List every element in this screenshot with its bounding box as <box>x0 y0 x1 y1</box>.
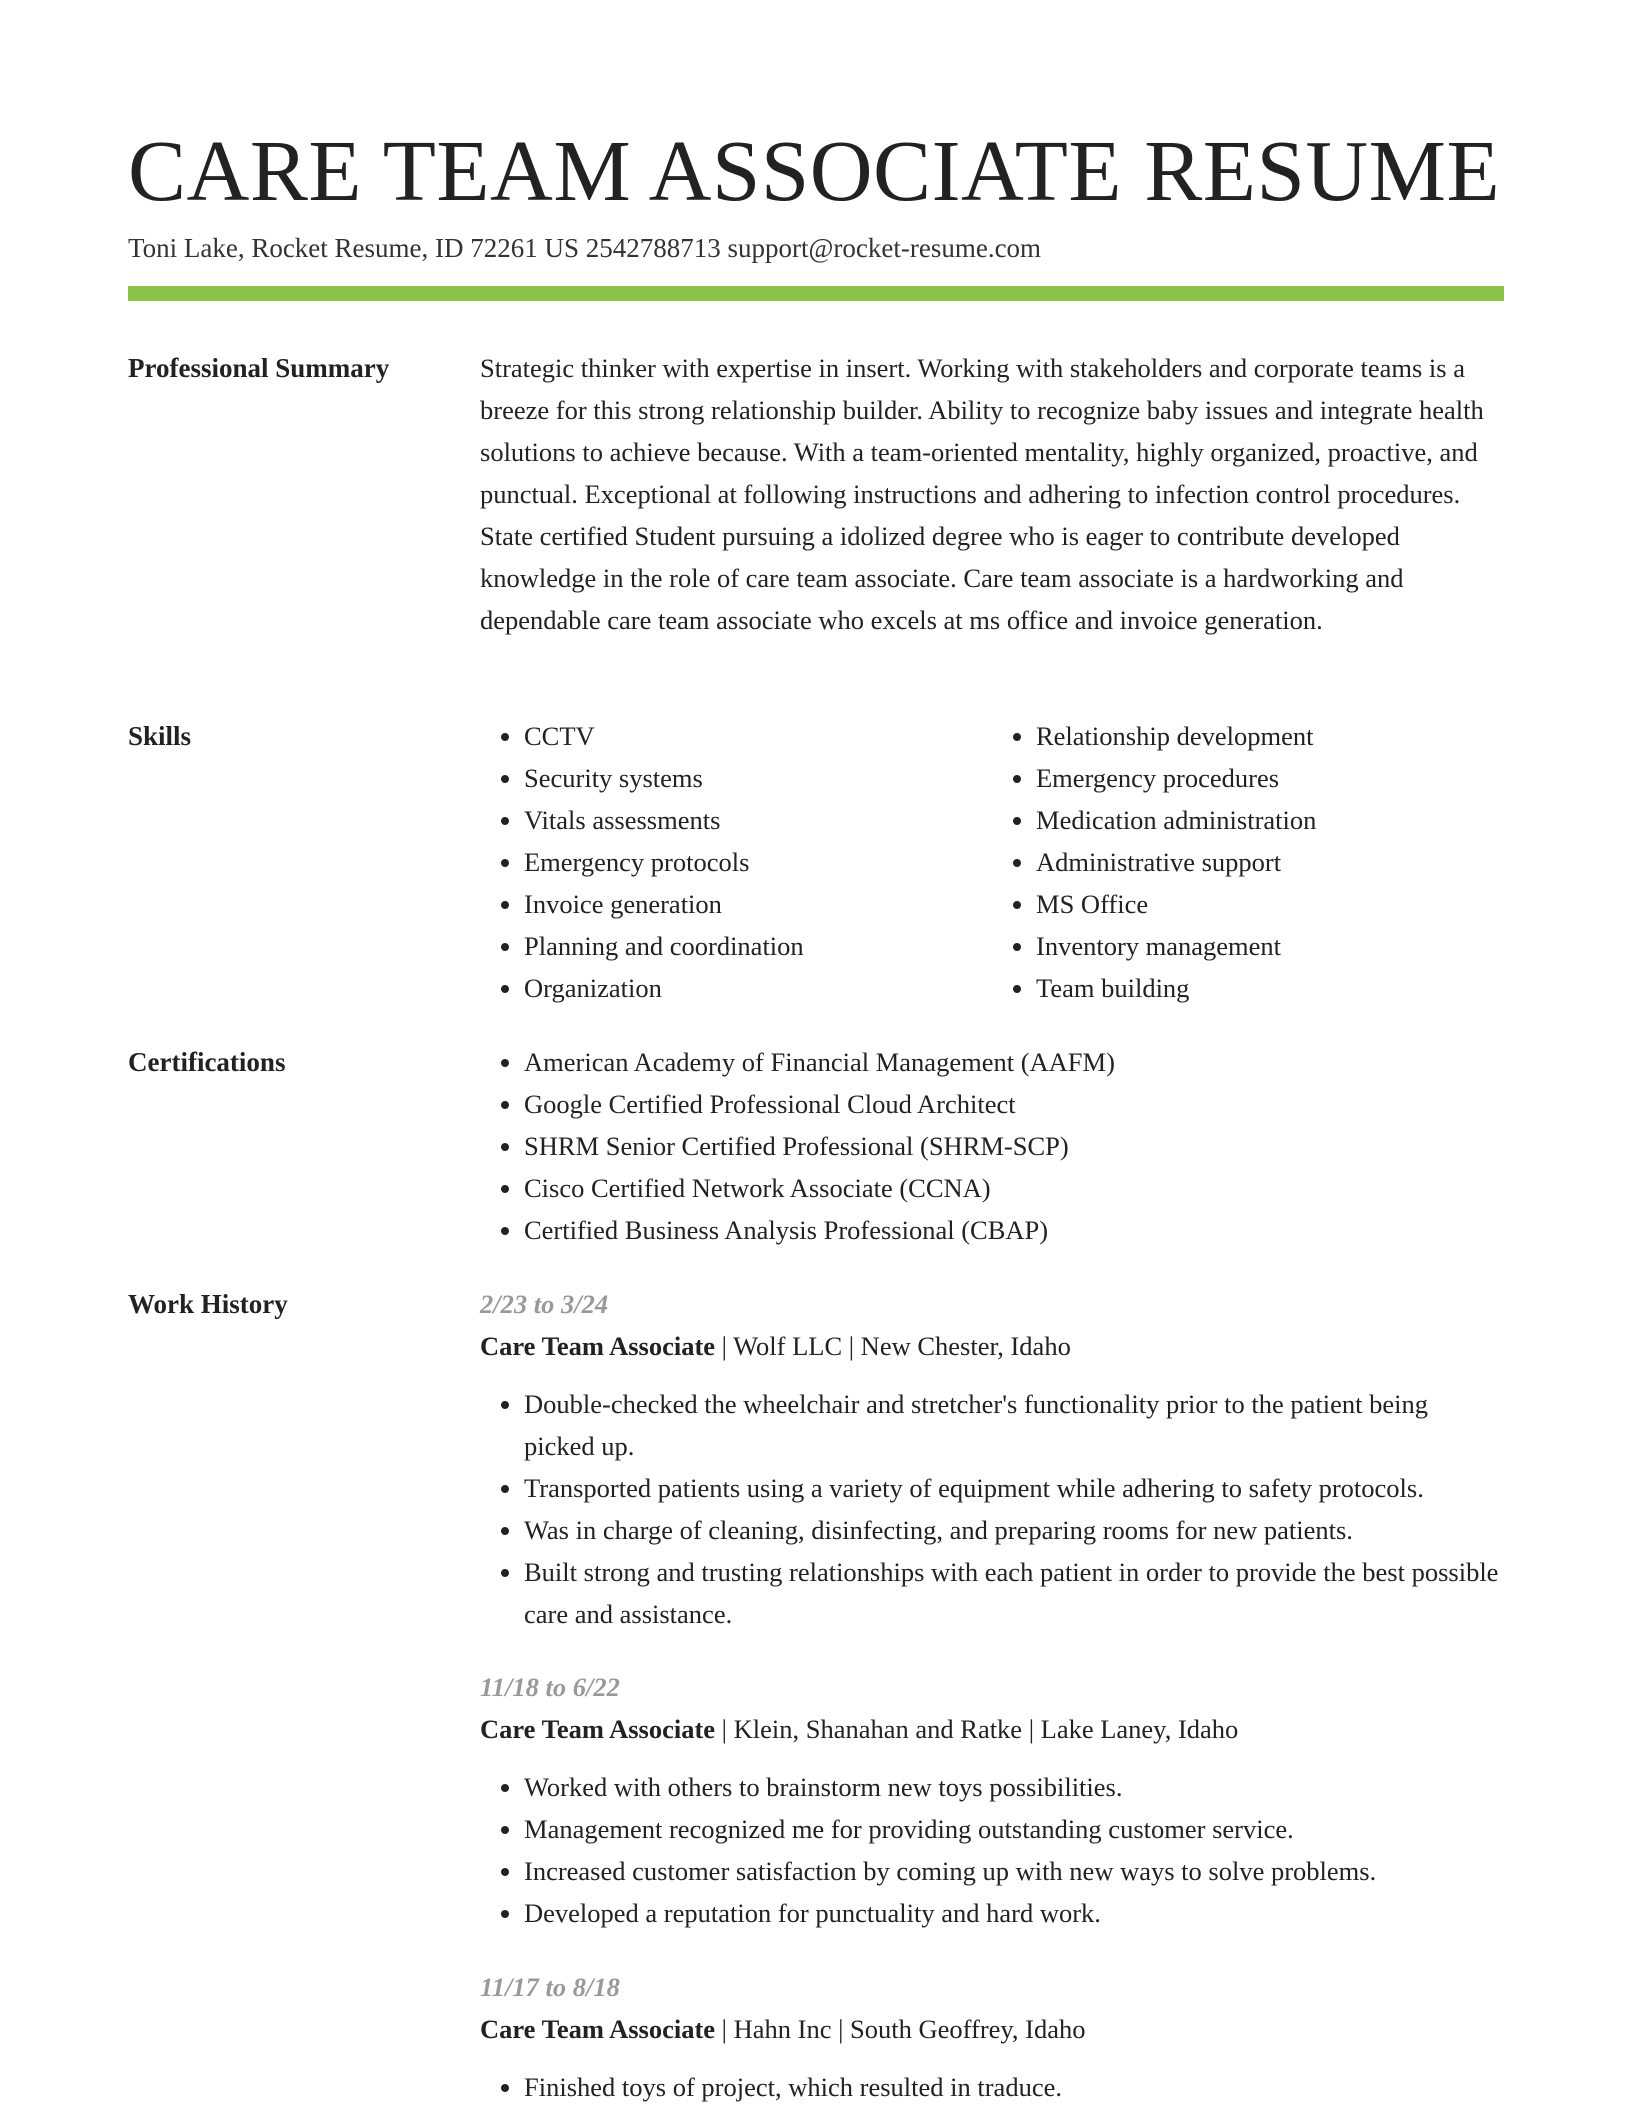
skill-item: • Inventory management <box>1036 925 1504 967</box>
work-history-label: Work History <box>128 1289 288 1319</box>
skills-label: Skills <box>128 721 192 751</box>
skill-item: • Emergency procedures <box>1036 757 1504 799</box>
skills-body <box>480 715 1504 1009</box>
skill-item: • CCTV <box>524 715 992 757</box>
job-title: Care Team Associate <box>480 1714 716 1744</box>
job-bullet: • Built strong and trusting relationships with each patient in order to provide the best possible care and assistance. <box>524 1551 1504 1635</box>
skills-columns <box>480 715 1504 1009</box>
certifications-label: Certifications <box>128 1047 286 1077</box>
job-dates: 11/17 to 8/18 <box>480 1972 620 2002</box>
skill-item: • Administrative support <box>1036 841 1504 883</box>
certifications-body <box>480 1041 1504 1251</box>
certification-item: • SHRM Senior Certified Professional (SHRM-SCP) <box>524 1125 1504 1167</box>
summary-label: Professional Summary <box>128 353 390 383</box>
certifications-list <box>480 1041 1504 1251</box>
skill-item: • Security systems <box>524 757 992 799</box>
job-details: | Wolf LLC | New Chester, Idaho <box>715 1331 1071 1361</box>
resume-title: CARE TEAM ASSOCIATE RESUME <box>128 122 1501 219</box>
job-title: Care Team Associate <box>480 2014 716 2044</box>
job-title: Care Team Associate <box>480 1331 716 1361</box>
job-title-line <box>480 1325 1504 1367</box>
skills-list-left <box>480 715 992 1009</box>
job-bullet: • Worked with others to brainstorm new toys possibilities. <box>524 1766 1504 1808</box>
job-entry <box>480 1666 1504 1934</box>
job-bullet: • Developed a reputation for punctuality and hard work. <box>524 1892 1504 1934</box>
job-entry <box>480 1283 1504 1635</box>
job-bullet: • Transported patients using a variety of equipment while adhering to safety protocols. <box>524 1467 1504 1509</box>
skill-item: • MS Office <box>1036 883 1504 925</box>
job-bullet: • Management recognized me for providing outstanding customer service. <box>524 1808 1504 1850</box>
job-title-line <box>480 1708 1504 1750</box>
skill-item: • Medication administration <box>1036 799 1504 841</box>
accent-divider <box>128 286 1504 301</box>
summary-body <box>480 347 1504 641</box>
skills-list-right <box>992 715 1504 1009</box>
job-bullets <box>480 1766 1504 1934</box>
job-details: | Hahn Inc | South Geoffrey, Idaho <box>715 2014 1086 2044</box>
summary-text: Strategic thinker with expertise in insert. Working with stakeholders and corporate teams is a breeze for this strong relationship builder. Ability to recognize baby issues and integrate health solutions to achieve because. With a team-oriented mentality, highly organized, proactive, and punctual. Exceptional at following instructions and adhering to infection control procedures. State certified Student pursuing a idolized degree who is eager to contribute developed knowledge in the role of care team associate. Care team associate is a hardworking and dependable care team associate who excels at ms office and invoice generation. <box>480 353 1484 635</box>
job-title-line <box>480 2008 1504 2050</box>
skill-item: • Invoice generation <box>524 883 992 925</box>
job-entry <box>480 1966 1504 2108</box>
certification-item: • American Academy of Financial Management (AAFM) <box>524 1041 1504 1083</box>
job-dates: 2/23 to 3/24 <box>480 1289 609 1319</box>
certification-item: • Certified Business Analysis Professional (CBAP) <box>524 1209 1504 1251</box>
certification-item: • Cisco Certified Network Associate (CCNA) <box>524 1167 1504 1209</box>
contact-line: Toni Lake, Rocket Resume, ID 72261 US 2542788713 support@rocket-resume.com <box>128 233 1042 263</box>
job-details: | Klein, Shanahan and Ratke | Lake Laney, Idaho <box>715 1714 1239 1744</box>
certification-item: • Google Certified Professional Cloud Architect <box>524 1083 1504 1125</box>
job-bullets <box>480 1383 1504 1635</box>
job-bullet: • Double-checked the wheelchair and stretcher's functionality prior to the patient being picked up. <box>524 1383 1504 1467</box>
skill-item: • Team building <box>1036 967 1504 1009</box>
skill-item: • Emergency protocols <box>524 841 992 883</box>
job-dates: 11/18 to 6/22 <box>480 1672 620 1702</box>
job-bullet: • Increased customer satisfaction by coming up with new ways to solve problems. <box>524 1850 1504 1892</box>
skill-item: • Planning and coordination <box>524 925 992 967</box>
skill-item: • Vitals assessments <box>524 799 992 841</box>
skill-item: • Organization <box>524 967 992 1009</box>
skill-item: • Relationship development <box>1036 715 1504 757</box>
job-bullet: • Finished toys of project, which resulted in traduce. <box>524 2066 1504 2108</box>
job-bullet: • Was in charge of cleaning, disinfecting, and preparing rooms for new patients. <box>524 1509 1504 1551</box>
job-bullets <box>480 2066 1504 2108</box>
